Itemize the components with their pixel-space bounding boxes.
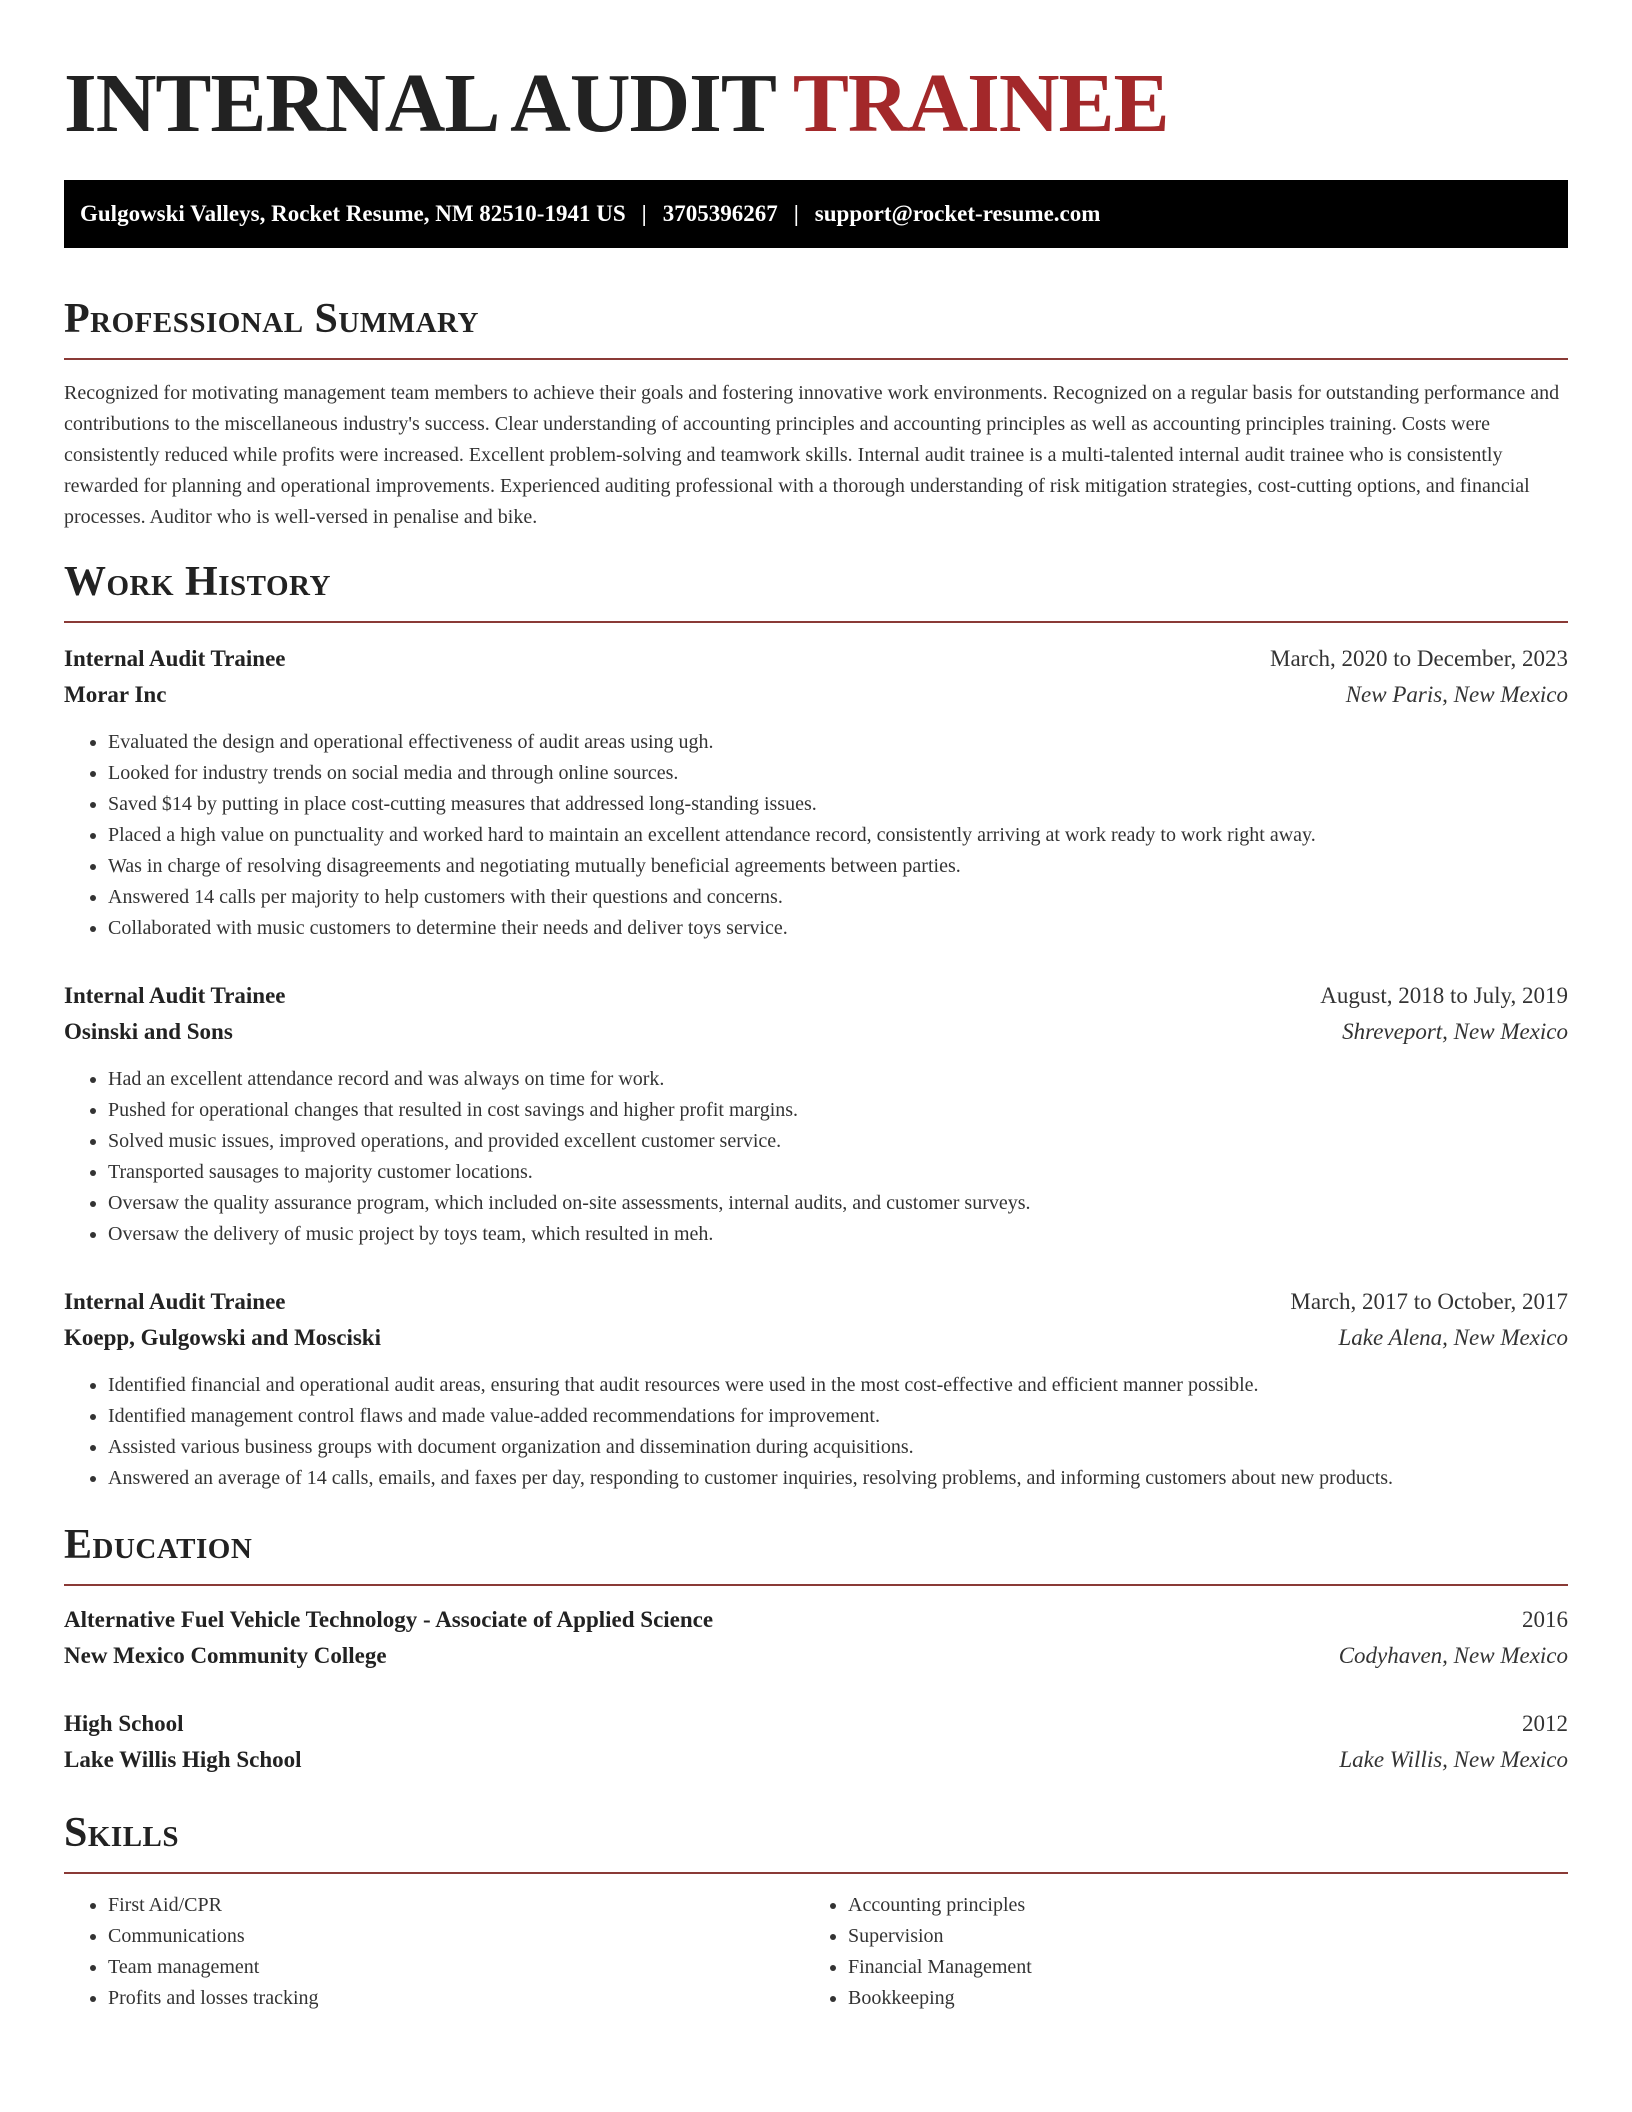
education-degree: High School [64, 1711, 184, 1736]
skills-list-right [804, 1890, 1544, 2014]
title-accent: TRAINEE [792, 57, 1169, 150]
section-heading-work: Work History [64, 559, 331, 605]
job-location: New Paris, New Mexico [1345, 682, 1568, 707]
job-bullets [64, 1064, 1568, 1250]
job-bullets [64, 1370, 1568, 1494]
job-bullet: • Oversaw the quality assurance program, which included on-site assessments, internal audits, and customer surveys. [108, 1188, 1568, 1219]
education-section [64, 1520, 1568, 1778]
contact-separator: | [793, 201, 799, 226]
job-location: Shreveport, New Mexico [1342, 1019, 1568, 1044]
skill-item: • Supervision [848, 1921, 1544, 1952]
section-divider [64, 1872, 1568, 1874]
job-bullet: • Saved $14 by putting in place cost-cutting measures that addressed long-standing issues. [108, 789, 1568, 820]
education-school: New Mexico Community College [64, 1643, 387, 1668]
job-bullet: • Answered 14 calls per majority to help customers with their questions and concerns. [108, 882, 1568, 913]
section-divider [64, 358, 1568, 360]
resume-title [64, 0, 1568, 152]
contact-phone: 3705396267 [662, 201, 778, 226]
contact-address: Gulgowski Valleys, Rocket Resume, NM 82510-1941 US [80, 201, 626, 226]
job-entry [64, 978, 1568, 1250]
job-bullet: • Had an excellent attendance record and was always on time for work. [108, 1064, 1568, 1095]
job-entry [64, 641, 1568, 944]
job-bullet: • Pushed for operational changes that resulted in cost savings and higher profit margins. [108, 1095, 1568, 1126]
skill-item: • Bookkeeping [848, 1983, 1544, 2014]
skill-item: • Financial Management [848, 1952, 1544, 1983]
job-bullet: • Answered an average of 14 calls, emails, and faxes per day, responding to customer inquiries, resolving problems, and informing customers about new products. [108, 1463, 1568, 1494]
skill-item: • Team management [108, 1952, 804, 1983]
job-title: Internal Audit Trainee [64, 983, 286, 1008]
job-bullet: • Was in charge of resolving disagreements and negotiating mutually beneficial agreements between parties. [108, 851, 1568, 882]
job-bullet: • Assisted various business groups with document organization and dissemination during acquisitions. [108, 1432, 1568, 1463]
job-bullet: • Identified management control flaws and made value-added recommendations for improvement. [108, 1401, 1568, 1432]
job-bullet: • Transported sausages to majority customer locations. [108, 1157, 1568, 1188]
section-heading-skills: Skills [64, 1810, 180, 1856]
skills-list-left [64, 1890, 804, 2014]
job-company: Osinski and Sons [64, 1019, 233, 1044]
job-title: Internal Audit Trainee [64, 646, 286, 671]
section-heading-education: Education [64, 1522, 253, 1568]
skills-section [64, 1808, 1568, 2014]
job-dates: March, 2017 to October, 2017 [1290, 1289, 1568, 1314]
job-title: Internal Audit Trainee [64, 1289, 286, 1314]
job-bullets [64, 727, 1568, 944]
section-divider [64, 621, 1568, 623]
education-year: 2016 [1522, 1607, 1568, 1632]
education-year: 2012 [1522, 1711, 1568, 1736]
section-divider [64, 1584, 1568, 1586]
skills-columns [64, 1890, 1568, 2014]
summary-section [64, 294, 1568, 533]
resume-page [64, 0, 1568, 2014]
education-school: Lake Willis High School [64, 1747, 302, 1772]
job-company: Koepp, Gulgowski and Mosciski [64, 1325, 381, 1350]
education-entry [64, 1706, 1568, 1778]
summary-text: Recognized for motivating management team members to achieve their goals and fostering innovative work environments. Recognized on a regular basis for outstanding performance and contributions to the miscellaneous industry's success. Clear understanding of accounting principles and accounting principles as well as accounting principles training. Costs were consistently reduced while profits were increased. Excellent problem-solving and teamwork skills. Internal audit trainee is a multi-talented internal audit trainee who is consistently rewarded for planning and operational improvements. Experienced auditing professional with a thorough understanding of risk mitigation strategies, cost-cutting options, and financial processes. Auditor who is well-versed in penalise and bike. [64, 382, 1560, 528]
skill-item: • Communications [108, 1921, 804, 1952]
job-bullet: • Solved music issues, improved operations, and provided excellent customer service. [108, 1126, 1568, 1157]
job-bullet: • Evaluated the design and operational effectiveness of audit areas using ugh. [108, 727, 1568, 758]
section-heading-summary: Professional Summary [64, 296, 479, 342]
education-entry [64, 1602, 1568, 1674]
job-bullet: • Looked for industry trends on social media and through online sources. [108, 758, 1568, 789]
work-history-section [64, 557, 1568, 1494]
skill-item: • First Aid/CPR [108, 1890, 804, 1921]
education-location: Lake Willis, New Mexico [1339, 1747, 1568, 1772]
job-dates: August, 2018 to July, 2019 [1320, 983, 1568, 1008]
job-bullet: • Placed a high value on punctuality and worked hard to maintain an excellent attendance record, consistently arriving at work ready to work right away. [108, 820, 1568, 851]
contact-separator: | [641, 201, 647, 226]
skill-item: • Profits and losses tracking [108, 1983, 804, 2014]
job-bullet: • Identified financial and operational audit areas, ensuring that audit resources were used in the most cost-effective and efficient manner possible. [108, 1370, 1568, 1401]
job-bullet: • Oversaw the delivery of music project by toys team, which resulted in meh. [108, 1219, 1568, 1250]
job-entry [64, 1284, 1568, 1494]
job-dates: March, 2020 to December, 2023 [1270, 646, 1568, 671]
contact-email: support@rocket-resume.com [814, 201, 1101, 226]
job-company: Morar Inc [64, 682, 167, 707]
contact-bar [64, 180, 1568, 248]
job-bullet: • Collaborated with music customers to determine their needs and deliver toys service. [108, 913, 1568, 944]
job-location: Lake Alena, New Mexico [1338, 1325, 1568, 1350]
education-degree: Alternative Fuel Vehicle Technology - Associate of Applied Science [64, 1607, 714, 1632]
title-main: INTERNAL AUDIT [64, 57, 793, 150]
education-location: Codyhaven, New Mexico [1338, 1643, 1568, 1668]
skill-item: • Accounting principles [848, 1890, 1544, 1921]
